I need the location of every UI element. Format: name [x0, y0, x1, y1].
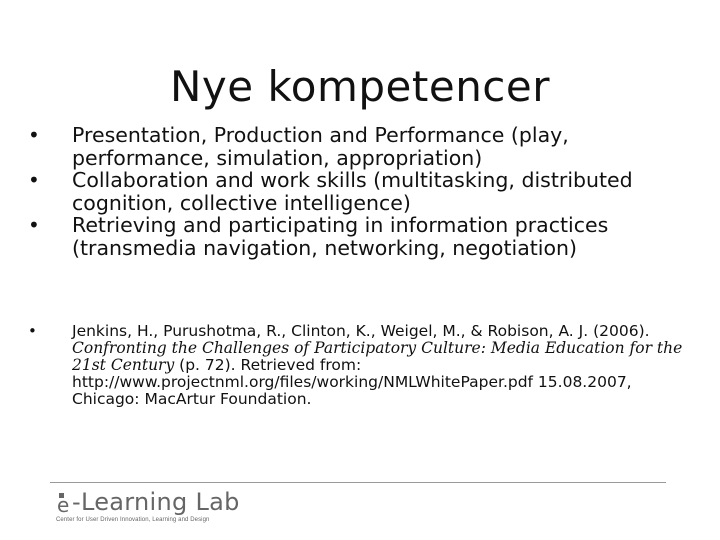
slide-title: Nye kompetencer [169, 62, 551, 112]
elearning-lab-logo [56, 488, 240, 523]
reference-book-title: Confronting the Challenges of Participatory Culture: Media Education for the 21st Century [72, 339, 683, 374]
bullet-text: Presentation, Production and Performance (play, performance, simulation, appropriation) [72, 123, 569, 170]
bullet-dot-icon: • [28, 322, 37, 340]
logo-e-icon [56, 490, 72, 514]
bullet-dot-icon: • [28, 213, 40, 237]
reference-authors: Jenkins, H., Purushotma, R., Clinton, K., Weigel, M., & Robison, A. J. (2006). [72, 322, 650, 340]
logo-text: -Learning Lab [72, 488, 240, 516]
bullet-list [22, 124, 698, 259]
bullet-text: Retrieving and participating in information practices (transmedia navigation, networking, negotiation) [72, 213, 609, 260]
bullet-item [22, 169, 698, 214]
logo-tagline: Center for User Driven Innovation, Learning and Design [56, 517, 210, 523]
svg-text:e: e [57, 493, 70, 513]
bullet-text: Collaboration and work skills (multitasking, distributed cognition, collective intelligence) [72, 168, 633, 215]
reference-citation [22, 323, 698, 408]
footer-divider [50, 482, 666, 483]
bullet-item [22, 214, 698, 259]
reference-details: (p. 72). Retrieved from: http://www.projectnml.org/files/working/NMLWhitePaper.pdf 15.08.2007, Chicago: MacArtur Foundation. [72, 356, 632, 408]
bullet-item [22, 124, 698, 169]
bullet-dot-icon: • [28, 123, 40, 147]
bullet-dot-icon: • [28, 168, 40, 192]
